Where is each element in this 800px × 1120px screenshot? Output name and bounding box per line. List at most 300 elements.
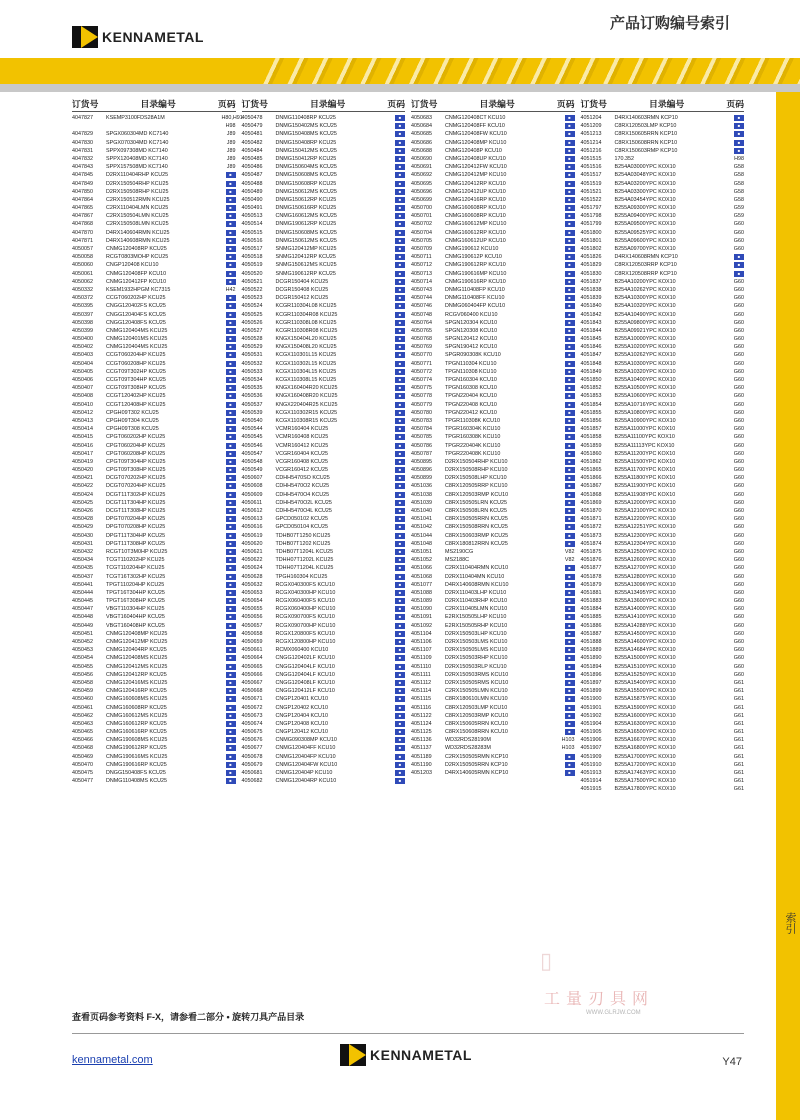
page-ref[interactable]: G61 [733,720,744,727]
page-ref[interactable] [561,180,575,188]
page-ref[interactable] [561,458,575,466]
page-ref[interactable] [561,695,575,703]
page-ref[interactable] [391,409,405,417]
page-badge-icon[interactable]: ■ [565,148,575,154]
page-ref[interactable] [222,368,236,376]
page-ref[interactable] [561,630,575,638]
page-ref[interactable] [391,638,405,646]
page-badge-icon[interactable]: ■ [565,279,575,285]
page-ref[interactable] [391,482,405,490]
page-badge-icon[interactable]: ■ [395,230,405,236]
page-ref[interactable] [222,540,236,548]
page-badge-icon[interactable]: ■ [565,361,575,367]
page-badge-icon[interactable]: ■ [395,115,405,121]
page-badge-icon[interactable]: ■ [226,279,236,285]
page-badge-icon[interactable]: ■ [565,205,575,211]
page-ref[interactable] [561,720,575,728]
page-badge-icon[interactable]: ■ [565,696,575,702]
page-badge-icon[interactable]: ■ [395,745,405,751]
page-ref[interactable] [391,155,405,163]
page-ref[interactable]: G60 [733,614,744,621]
page-badge-icon[interactable]: ■ [395,205,405,211]
page-ref[interactable] [391,728,405,736]
page-ref[interactable] [561,704,575,712]
page-ref[interactable]: G61 [733,737,744,744]
page-badge-icon[interactable]: ■ [395,369,405,375]
page-ref[interactable] [222,523,236,531]
page-badge-icon[interactable]: ■ [565,123,575,129]
page-badge-icon[interactable]: ■ [565,385,575,391]
page-ref[interactable] [391,564,405,572]
page-badge-icon[interactable]: ■ [565,574,575,580]
page-ref[interactable] [391,351,405,359]
page-ref[interactable] [561,401,575,409]
page-badge-icon[interactable]: ■ [226,639,236,645]
page-ref[interactable] [391,335,405,343]
page-ref[interactable] [222,769,236,777]
page-ref[interactable]: G61 [733,786,744,793]
page-ref[interactable] [561,507,575,515]
page-ref[interactable]: G60 [733,565,744,572]
page-ref[interactable] [561,425,575,433]
page-ref[interactable] [391,130,405,138]
page-ref[interactable] [222,245,236,253]
page-ref[interactable]: G60 [733,401,744,408]
page-ref[interactable] [391,220,405,228]
page-ref[interactable]: G61 [733,745,744,752]
page-ref[interactable] [391,433,405,441]
page-ref[interactable]: G60 [733,516,744,523]
page-badge-icon[interactable]: ■ [395,189,405,195]
page-badge-icon[interactable]: ■ [226,377,236,383]
page-ref[interactable]: G60 [733,229,744,236]
page-ref[interactable] [561,474,575,482]
page-badge-icon[interactable]: ■ [395,385,405,391]
page-badge-icon[interactable]: ■ [395,287,405,293]
page-ref[interactable] [222,728,236,736]
page-ref[interactable] [222,466,236,474]
page-badge-icon[interactable]: ■ [395,713,405,719]
page-ref[interactable] [561,368,575,376]
page-ref[interactable] [222,450,236,458]
page-ref[interactable]: G61 [733,712,744,719]
page-ref[interactable] [222,204,236,212]
page-ref[interactable] [561,540,575,548]
page-badge-icon[interactable]: ■ [565,434,575,440]
page-badge-icon[interactable]: ■ [226,312,236,318]
page-ref[interactable] [222,425,236,433]
page-badge-icon[interactable]: ■ [565,623,575,629]
page-ref[interactable] [222,409,236,417]
page-ref[interactable] [222,253,236,261]
page-badge-icon[interactable]: ■ [565,418,575,424]
page-badge-icon[interactable]: ■ [226,189,236,195]
page-badge-icon[interactable]: ■ [226,606,236,612]
page-badge-icon[interactable]: ■ [395,312,405,318]
page-ref[interactable] [391,474,405,482]
page-ref[interactable] [391,139,405,147]
page-badge-icon[interactable]: ■ [395,533,405,539]
page-badge-icon[interactable]: ■ [395,336,405,342]
page-badge-icon[interactable]: ■ [395,762,405,768]
page-ref[interactable] [391,736,405,744]
page-badge-icon[interactable]: ■ [565,181,575,187]
page-ref[interactable] [391,343,405,351]
page-badge-icon[interactable]: ■ [565,164,575,170]
page-ref[interactable] [561,351,575,359]
page-ref[interactable] [561,663,575,671]
page-ref[interactable]: V82 [564,548,575,555]
page-ref[interactable]: G60 [733,491,744,498]
page-badge-icon[interactable]: ■ [395,778,405,784]
page-badge-icon[interactable]: ■ [734,115,744,121]
page-ref[interactable] [730,147,744,155]
page-ref[interactable]: G60 [733,360,744,367]
page-badge-icon[interactable]: ■ [226,623,236,629]
page-ref[interactable] [222,663,236,671]
page-badge-icon[interactable]: ■ [395,565,405,571]
page-ref[interactable] [222,474,236,482]
page-badge-icon[interactable]: ■ [565,475,575,481]
page-ref[interactable] [391,229,405,237]
page-ref[interactable]: G60 [733,532,744,539]
page-badge-icon[interactable]: ■ [565,254,575,260]
page-ref[interactable] [561,622,575,630]
page-ref[interactable] [391,360,405,368]
page-ref[interactable] [222,556,236,564]
page-ref[interactable] [222,646,236,654]
page-badge-icon[interactable]: ■ [226,230,236,236]
page-badge-icon[interactable]: ■ [565,320,575,326]
page-ref[interactable] [222,417,236,425]
page-badge-icon[interactable]: ■ [395,377,405,383]
page-ref[interactable] [222,753,236,761]
page-badge-icon[interactable]: ■ [395,475,405,481]
page-ref[interactable] [391,196,405,204]
page-ref[interactable] [561,130,575,138]
page-badge-icon[interactable]: ■ [226,271,236,277]
page-badge-icon[interactable]: ■ [565,172,575,178]
page-badge-icon[interactable]: ■ [226,713,236,719]
page-ref[interactable] [391,311,405,319]
page-ref[interactable] [391,769,405,777]
page-ref[interactable] [561,687,575,695]
page-badge-icon[interactable]: ■ [226,483,236,489]
page-badge-icon[interactable]: ■ [395,631,405,637]
page-ref[interactable] [222,278,236,286]
page-badge-icon[interactable]: ■ [395,729,405,735]
page-badge-icon[interactable]: ■ [565,213,575,219]
page-badge-icon[interactable]: ■ [395,459,405,465]
page-badge-icon[interactable]: ■ [226,369,236,375]
page-badge-icon[interactable]: ■ [226,745,236,751]
page-ref[interactable] [222,212,236,220]
page-ref[interactable] [730,270,744,278]
page-badge-icon[interactable]: ■ [395,271,405,277]
page-badge-icon[interactable]: ■ [226,754,236,760]
page-ref[interactable] [391,613,405,621]
page-ref[interactable] [561,270,575,278]
page-badge-icon[interactable]: ■ [226,565,236,571]
page-badge-icon[interactable]: ■ [395,688,405,694]
page-badge-icon[interactable]: ■ [226,721,236,727]
page-ref[interactable] [561,286,575,294]
page-ref[interactable] [222,736,236,744]
page-badge-icon[interactable]: ■ [226,516,236,522]
page-badge-icon[interactable]: ■ [395,500,405,506]
page-ref[interactable] [222,327,236,335]
page-ref[interactable] [391,515,405,523]
page-ref[interactable]: G60 [733,581,744,588]
page-badge-icon[interactable]: ■ [395,492,405,498]
page-badge-icon[interactable]: ■ [565,197,575,203]
page-ref[interactable] [222,507,236,515]
page-ref[interactable] [561,122,575,130]
page-ref[interactable] [561,220,575,228]
page-badge-icon[interactable]: ■ [565,705,575,711]
page-ref[interactable] [222,761,236,769]
page-badge-icon[interactable]: ■ [226,238,236,244]
page-ref[interactable]: G61 [733,679,744,686]
page-ref[interactable] [391,704,405,712]
page-badge-icon[interactable]: ■ [395,582,405,588]
page-ref[interactable] [222,564,236,572]
page-badge-icon[interactable]: ■ [226,500,236,506]
page-ref[interactable]: G60 [733,598,744,605]
page-ref[interactable]: G60 [733,557,744,564]
page-ref[interactable] [222,777,236,785]
page-badge-icon[interactable]: ■ [226,778,236,784]
page-badge-icon[interactable]: ■ [226,655,236,661]
page-badge-icon[interactable]: ■ [226,221,236,227]
page-badge-icon[interactable]: ■ [565,312,575,318]
page-badge-icon[interactable]: ■ [395,508,405,514]
page-ref[interactable] [222,499,236,507]
page-ref[interactable] [391,499,405,507]
page-ref[interactable] [222,671,236,679]
page-ref[interactable] [222,622,236,630]
page-ref[interactable] [561,671,575,679]
page-ref[interactable] [391,753,405,761]
page-badge-icon[interactable]: ■ [565,140,575,146]
page-badge-icon[interactable]: ■ [226,181,236,187]
page-badge-icon[interactable]: ■ [226,205,236,211]
page-badge-icon[interactable]: ■ [565,221,575,227]
page-badge-icon[interactable]: ■ [565,533,575,539]
page-ref[interactable]: G60 [733,434,744,441]
page-ref[interactable] [561,114,575,122]
page-badge-icon[interactable]: ■ [395,352,405,358]
page-badge-icon[interactable]: ■ [734,254,744,260]
page-badge-icon[interactable]: ■ [226,336,236,342]
page-ref[interactable] [222,712,236,720]
page-badge-icon[interactable]: ■ [395,549,405,555]
page-ref[interactable]: G60 [733,483,744,490]
page-badge-icon[interactable]: ■ [226,410,236,416]
page-badge-icon[interactable]: ■ [395,254,405,260]
page-badge-icon[interactable]: ■ [395,443,405,449]
page-ref[interactable] [391,368,405,376]
page-badge-icon[interactable]: ■ [226,762,236,768]
page-ref[interactable]: G59 [733,205,744,212]
page-badge-icon[interactable]: ■ [226,402,236,408]
page-ref[interactable] [561,712,575,720]
page-ref[interactable]: G58 [733,164,744,171]
page-badge-icon[interactable]: ■ [565,655,575,661]
page-ref[interactable]: G60 [733,409,744,416]
page-badge-icon[interactable]: ■ [734,123,744,129]
page-ref[interactable]: G58 [733,196,744,203]
page-badge-icon[interactable]: ■ [395,647,405,653]
page-badge-icon[interactable]: ■ [565,443,575,449]
page-badge-icon[interactable]: ■ [565,762,575,768]
page-ref[interactable]: G61 [733,729,744,736]
page-badge-icon[interactable]: ■ [395,672,405,678]
page-badge-icon[interactable]: ■ [395,639,405,645]
page-ref[interactable] [561,450,575,458]
page-ref[interactable] [561,327,575,335]
page-badge-icon[interactable]: ■ [395,279,405,285]
page-ref[interactable] [561,212,575,220]
page-ref[interactable] [730,139,744,147]
page-badge-icon[interactable]: ■ [565,115,575,121]
page-badge-icon[interactable]: ■ [565,713,575,719]
page-badge-icon[interactable]: ■ [395,140,405,146]
page-ref[interactable] [391,744,405,752]
page-badge-icon[interactable]: ■ [226,262,236,268]
page-badge-icon[interactable]: ■ [565,639,575,645]
page-badge-icon[interactable]: ■ [565,189,575,195]
page-badge-icon[interactable]: ■ [565,590,575,596]
page-badge-icon[interactable]: ■ [565,483,575,489]
page-ref[interactable] [561,679,575,687]
page-badge-icon[interactable]: ■ [395,181,405,187]
page-ref[interactable] [222,392,236,400]
page-ref[interactable] [222,351,236,359]
page-badge-icon[interactable]: ■ [395,664,405,670]
page-ref[interactable] [561,384,575,392]
page-badge-icon[interactable]: ■ [226,426,236,432]
page-badge-icon[interactable]: ■ [565,410,575,416]
page-badge-icon[interactable]: ■ [565,631,575,637]
page-ref[interactable] [561,523,575,531]
page-badge-icon[interactable]: ■ [565,516,575,522]
page-ref[interactable] [391,286,405,294]
page-ref[interactable] [222,613,236,621]
page-ref[interactable] [561,261,575,269]
page-badge-icon[interactable]: ■ [565,688,575,694]
page-ref[interactable] [391,507,405,515]
page-badge-icon[interactable]: ■ [395,344,405,350]
page-ref[interactable] [391,450,405,458]
page-ref[interactable]: G60 [733,622,744,629]
page-ref[interactable] [561,466,575,474]
page-ref[interactable] [222,704,236,712]
page-badge-icon[interactable]: ■ [226,508,236,514]
page-badge-icon[interactable]: ■ [226,737,236,743]
page-ref[interactable] [222,302,236,310]
page-ref[interactable] [222,638,236,646]
page-badge-icon[interactable]: ■ [395,574,405,580]
page-ref[interactable]: G60 [733,352,744,359]
page-ref[interactable] [391,204,405,212]
page-ref[interactable] [391,581,405,589]
page-badge-icon[interactable]: ■ [226,672,236,678]
page-badge-icon[interactable]: ■ [734,131,744,137]
page-badge-icon[interactable]: ■ [565,328,575,334]
page-ref[interactable] [561,278,575,286]
page-ref[interactable] [391,630,405,638]
page-ref[interactable] [391,523,405,531]
page-badge-icon[interactable]: ■ [395,541,405,547]
page-ref[interactable]: G60 [733,548,744,555]
page-ref[interactable]: V82 [564,557,575,564]
page-ref[interactable] [391,261,405,269]
page-ref[interactable]: G60 [733,499,744,506]
page-badge-icon[interactable]: ■ [395,451,405,457]
page-ref[interactable]: G60 [733,319,744,326]
page-badge-icon[interactable]: ■ [734,148,744,154]
page-badge-icon[interactable]: ■ [395,623,405,629]
page-ref[interactable] [391,245,405,253]
page-ref[interactable] [222,180,236,188]
page-badge-icon[interactable]: ■ [395,680,405,686]
page-badge-icon[interactable]: ■ [565,246,575,252]
page-badge-icon[interactable]: ■ [395,303,405,309]
page-badge-icon[interactable]: ■ [565,156,575,162]
page-ref[interactable] [222,433,236,441]
page-badge-icon[interactable]: ■ [565,377,575,383]
page-ref[interactable] [391,425,405,433]
page-badge-icon[interactable]: ■ [226,434,236,440]
page-ref[interactable] [391,679,405,687]
page-badge-icon[interactable]: ■ [565,271,575,277]
page-ref[interactable] [222,237,236,245]
page-ref[interactable]: G61 [733,770,744,776]
page-badge-icon[interactable]: ■ [565,582,575,588]
page-ref[interactable] [391,597,405,605]
page-ref[interactable] [391,540,405,548]
page-badge-icon[interactable]: ■ [226,451,236,457]
page-badge-icon[interactable]: ■ [395,197,405,203]
page-ref[interactable] [222,442,236,450]
website-link[interactable]: kennametal.com [72,1054,153,1066]
page-badge-icon[interactable]: ■ [395,721,405,727]
page-badge-icon[interactable]: ■ [565,647,575,653]
page-ref[interactable] [561,245,575,253]
page-ref[interactable] [222,482,236,490]
page-ref[interactable] [391,695,405,703]
page-ref[interactable] [561,605,575,613]
page-ref[interactable]: G60 [733,393,744,400]
page-ref[interactable]: G60 [733,524,744,531]
page-badge-icon[interactable]: ■ [734,262,744,268]
index-side-tab[interactable]: 索引 [784,912,796,934]
page-ref[interactable] [391,171,405,179]
page-ref[interactable] [222,458,236,466]
page-ref[interactable] [222,401,236,409]
page-badge-icon[interactable]: ■ [395,557,405,563]
page-ref[interactable]: H103 [561,737,575,744]
page-badge-icon[interactable]: ■ [565,230,575,236]
page-ref[interactable] [222,270,236,278]
page-ref[interactable]: G60 [733,573,744,580]
page-ref[interactable] [561,311,575,319]
page-ref[interactable]: G60 [733,377,744,383]
page-ref[interactable] [391,319,405,327]
page-ref[interactable]: G60 [733,475,744,482]
page-ref[interactable]: J89 [226,164,236,171]
